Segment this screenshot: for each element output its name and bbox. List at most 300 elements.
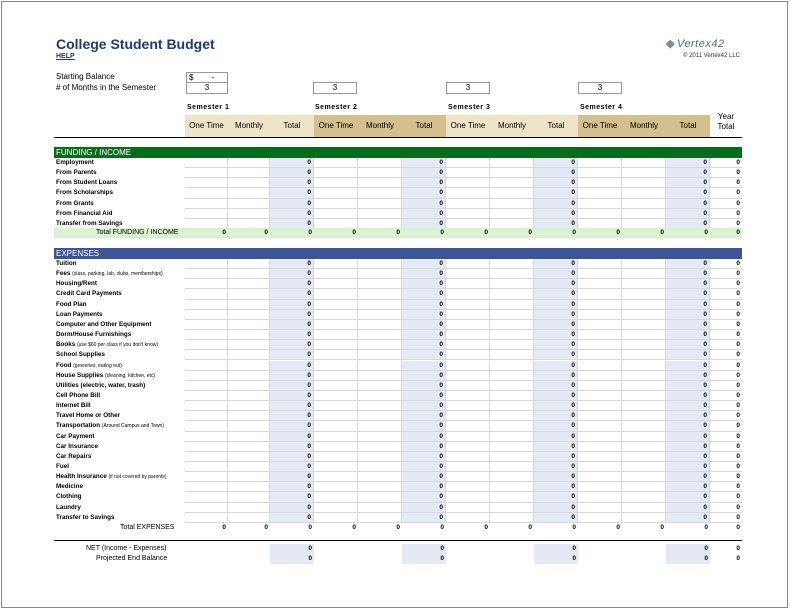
expenses-input-cell[interactable] (358, 513, 402, 523)
expenses-input-cell[interactable] (358, 330, 402, 340)
expenses-input-cell[interactable] (446, 411, 490, 421)
expenses-input-cell[interactable] (185, 361, 228, 371)
expenses-input-cell[interactable] (185, 381, 228, 391)
expenses-input-cell[interactable] (490, 411, 534, 421)
funding-input-cell[interactable] (490, 158, 534, 168)
expenses-input-cell[interactable] (578, 361, 622, 371)
expenses-input-cell[interactable] (228, 289, 270, 299)
funding-input-cell[interactable] (578, 178, 622, 188)
expenses-input-cell[interactable] (446, 472, 490, 482)
expenses-input-cell[interactable] (185, 391, 228, 401)
expenses-row-name: House Supplies (56, 371, 104, 379)
expenses-input-cell[interactable] (185, 269, 228, 279)
expenses-input-cell[interactable] (490, 401, 534, 411)
expenses-input-cell[interactable] (185, 259, 228, 269)
expenses-input-cell[interactable] (490, 330, 534, 340)
expenses-input-cell[interactable] (622, 269, 666, 279)
funding-input-cell[interactable] (314, 168, 358, 178)
expenses-input-cell[interactable] (578, 462, 622, 472)
expenses-input-cell[interactable] (446, 391, 490, 401)
expenses-input-cell[interactable] (314, 310, 358, 320)
expenses-input-cell[interactable] (358, 259, 402, 269)
expenses-input-cell[interactable] (622, 381, 666, 391)
expenses-total-cell: 0 (666, 442, 710, 452)
expenses-input-cell[interactable] (314, 320, 358, 330)
expenses-input-cell[interactable] (622, 350, 666, 360)
expenses-total-cell: 0 (666, 482, 710, 492)
expenses-input-cell[interactable] (490, 482, 534, 492)
expenses-input-cell[interactable] (358, 421, 402, 431)
expenses-input-cell[interactable] (622, 279, 666, 289)
funding-input-cell[interactable] (185, 168, 228, 178)
expenses-input-cell[interactable] (185, 452, 228, 462)
expenses-input-cell[interactable] (358, 340, 402, 350)
expenses-input-cell[interactable] (228, 269, 270, 279)
expenses-input-cell[interactable] (490, 472, 534, 482)
expenses-input-cell[interactable] (358, 391, 402, 401)
expenses-input-cell[interactable] (314, 472, 358, 482)
funding-total-cell: 0 (270, 219, 314, 229)
expenses-row (54, 421, 742, 431)
expenses-input-cell[interactable] (314, 340, 358, 350)
funding-row (54, 158, 742, 168)
funding-input-cell[interactable] (622, 209, 666, 219)
expenses-input-cell[interactable] (490, 452, 534, 462)
expenses-input-cell[interactable] (228, 259, 270, 269)
semester-1-total-header: Total (270, 115, 314, 137)
expenses-input-cell[interactable] (446, 279, 490, 289)
expenses-input-cell[interactable] (578, 442, 622, 452)
expenses-input-cell[interactable] (358, 452, 402, 462)
expenses-input-cell[interactable] (578, 330, 622, 340)
total-value-cell: 0 (528, 229, 532, 236)
expenses-input-cell[interactable] (314, 401, 358, 411)
funding-input-cell[interactable] (228, 209, 270, 219)
expenses-input-cell[interactable] (228, 279, 270, 289)
expenses-input-cell[interactable] (446, 401, 490, 411)
expenses-total-cell: 0 (270, 320, 314, 330)
expenses-input-cell[interactable] (185, 472, 228, 482)
expenses-input-cell[interactable] (446, 482, 490, 492)
expenses-input-cell[interactable] (446, 452, 490, 462)
expenses-input-cell[interactable] (490, 381, 534, 391)
months-input-semester-2[interactable]: 3 (313, 82, 357, 94)
funding-input-cell[interactable] (446, 168, 490, 178)
expenses-input-cell[interactable] (228, 432, 270, 442)
expenses-input-cell[interactable] (185, 350, 228, 360)
expenses-input-cell[interactable] (228, 421, 270, 431)
expenses-input-cell[interactable] (358, 492, 402, 502)
expenses-input-cell[interactable] (358, 472, 402, 482)
expenses-input-cell[interactable] (358, 350, 402, 360)
expenses-input-cell[interactable] (228, 340, 270, 350)
expenses-row (54, 259, 742, 269)
expenses-input-cell[interactable] (185, 310, 228, 320)
months-input-semester-4[interactable]: 3 (578, 82, 622, 94)
funding-input-cell[interactable] (314, 158, 358, 168)
expenses-input-cell[interactable] (314, 300, 358, 310)
expenses-input-cell[interactable] (314, 452, 358, 462)
expenses-row-label (56, 330, 131, 340)
expenses-input-cell[interactable] (228, 401, 270, 411)
expenses-input-cell[interactable] (622, 442, 666, 452)
expenses-input-cell[interactable] (358, 401, 402, 411)
expenses-input-cell[interactable] (446, 340, 490, 350)
expenses-input-cell[interactable] (314, 350, 358, 360)
expenses-input-cell[interactable] (490, 513, 534, 523)
expenses-input-cell[interactable] (358, 361, 402, 371)
funding-input-cell[interactable] (622, 188, 666, 198)
funding-input-cell[interactable] (185, 178, 228, 188)
expenses-input-cell[interactable] (314, 371, 358, 381)
expenses-input-cell[interactable] (314, 411, 358, 421)
expenses-input-cell[interactable] (490, 391, 534, 401)
expenses-input-cell[interactable] (228, 411, 270, 421)
expenses-row (54, 350, 742, 360)
expenses-input-cell[interactable] (446, 421, 490, 431)
expenses-input-cell[interactable] (578, 411, 622, 421)
expenses-total-cell: 0 (534, 462, 578, 472)
expenses-input-cell[interactable] (314, 269, 358, 279)
funding-input-cell[interactable] (228, 168, 270, 178)
expenses-input-cell[interactable] (358, 381, 402, 391)
expenses-input-cell[interactable] (490, 320, 534, 330)
expenses-input-cell[interactable] (622, 320, 666, 330)
funding-input-cell[interactable] (228, 158, 270, 168)
expenses-input-cell[interactable] (578, 432, 622, 442)
expenses-input-cell[interactable] (358, 371, 402, 381)
funding-input-cell[interactable] (185, 209, 228, 219)
expenses-input-cell[interactable] (314, 361, 358, 371)
expenses-input-cell[interactable] (490, 269, 534, 279)
expenses-input-cell[interactable] (446, 289, 490, 299)
expenses-input-cell[interactable] (358, 310, 402, 320)
expenses-input-cell[interactable] (314, 482, 358, 492)
expenses-input-cell[interactable] (358, 320, 402, 330)
expenses-input-cell[interactable] (314, 391, 358, 401)
funding-input-cell[interactable] (358, 188, 402, 198)
expenses-input-cell[interactable] (446, 503, 490, 513)
expenses-input-cell[interactable] (578, 320, 622, 330)
funding-total-cell: 0 (534, 178, 578, 188)
expenses-input-cell[interactable] (446, 259, 490, 269)
funding-input-cell[interactable] (358, 209, 402, 219)
expenses-input-cell[interactable] (185, 411, 228, 421)
expenses-total-cell: 0 (402, 381, 446, 391)
funding-total-cell: 0 (270, 158, 314, 168)
expenses-input-cell[interactable] (490, 259, 534, 269)
expenses-total-cell: 0 (402, 452, 446, 462)
expenses-input-cell[interactable] (622, 432, 666, 442)
expenses-input-cell[interactable] (314, 462, 358, 472)
expenses-input-cell[interactable] (446, 330, 490, 340)
expenses-input-cell[interactable] (185, 289, 228, 299)
expenses-input-cell[interactable] (578, 310, 622, 320)
expenses-input-cell[interactable] (185, 279, 228, 289)
expenses-input-cell[interactable] (314, 503, 358, 513)
funding-input-cell[interactable] (185, 158, 228, 168)
expenses-total-cell: 0 (666, 371, 710, 381)
expenses-input-cell[interactable] (490, 503, 534, 513)
expenses-input-cell[interactable] (490, 462, 534, 472)
expenses-input-cell[interactable] (622, 259, 666, 269)
expenses-row-label (56, 269, 163, 279)
expenses-input-cell[interactable] (314, 492, 358, 502)
expenses-input-cell[interactable] (578, 513, 622, 523)
expenses-input-cell[interactable] (578, 421, 622, 431)
help-link[interactable]: HELP (56, 53, 75, 60)
expenses-input-cell[interactable] (228, 320, 270, 330)
funding-input-cell[interactable] (490, 168, 534, 178)
expenses-input-cell[interactable] (490, 279, 534, 289)
expenses-input-cell[interactable] (622, 300, 666, 310)
funding-input-cell[interactable] (314, 199, 358, 209)
funding-input-cell[interactable] (622, 158, 666, 168)
funding-input-cell[interactable] (446, 178, 490, 188)
expenses-input-cell[interactable] (490, 432, 534, 442)
funding-input-cell[interactable] (490, 209, 534, 219)
funding-total-cell: 0 (534, 199, 578, 209)
expenses-input-cell[interactable] (622, 289, 666, 299)
expenses-year-total-cell: 0 (710, 259, 742, 269)
expenses-input-cell[interactable] (578, 391, 622, 401)
expenses-input-cell[interactable] (314, 381, 358, 391)
expenses-input-cell[interactable] (446, 371, 490, 381)
expenses-input-cell[interactable] (228, 452, 270, 462)
expenses-input-cell[interactable] (228, 371, 270, 381)
funding-total-cell: 0 (402, 188, 446, 198)
expenses-input-cell[interactable] (314, 289, 358, 299)
expenses-input-cell[interactable] (228, 310, 270, 320)
expenses-input-cell[interactable] (185, 432, 228, 442)
expenses-input-cell[interactable] (490, 350, 534, 360)
expenses-input-cell[interactable] (578, 472, 622, 482)
expenses-input-cell[interactable] (185, 513, 228, 523)
expenses-input-cell[interactable] (490, 371, 534, 381)
expenses-input-cell[interactable] (185, 330, 228, 340)
expenses-input-cell[interactable] (622, 330, 666, 340)
funding-input-cell[interactable] (622, 178, 666, 188)
expenses-input-cell[interactable] (622, 340, 666, 350)
expenses-input-cell[interactable] (358, 269, 402, 279)
expenses-input-cell[interactable] (185, 300, 228, 310)
expenses-input-cell[interactable] (185, 462, 228, 472)
expenses-input-cell[interactable] (622, 310, 666, 320)
expenses-input-cell[interactable] (446, 300, 490, 310)
expenses-input-cell[interactable] (490, 442, 534, 452)
expenses-input-cell[interactable] (622, 452, 666, 462)
expenses-input-cell[interactable] (578, 482, 622, 492)
expenses-input-cell[interactable] (358, 279, 402, 289)
expenses-input-cell[interactable] (490, 300, 534, 310)
funding-total-cell: 0 (402, 168, 446, 178)
expenses-input-cell[interactable] (578, 452, 622, 462)
expenses-input-cell[interactable] (314, 432, 358, 442)
funding-input-cell[interactable] (578, 209, 622, 219)
expenses-input-cell[interactable] (228, 300, 270, 310)
expenses-input-cell[interactable] (228, 361, 270, 371)
expenses-total-cell: 0 (270, 340, 314, 350)
expenses-input-cell[interactable] (490, 492, 534, 502)
expenses-input-cell[interactable] (314, 259, 358, 269)
total-value-cell: 0 (222, 229, 226, 236)
expenses-input-cell[interactable] (314, 513, 358, 523)
expenses-input-cell[interactable] (446, 320, 490, 330)
expenses-input-cell[interactable] (622, 391, 666, 401)
expenses-input-cell[interactable] (490, 421, 534, 431)
expenses-input-cell[interactable] (578, 381, 622, 391)
expenses-input-cell[interactable] (358, 432, 402, 442)
months-input-semester-1[interactable]: 3 (186, 82, 228, 94)
funding-input-cell[interactable] (314, 209, 358, 219)
expenses-input-cell[interactable] (314, 421, 358, 431)
funding-input-cell[interactable] (185, 188, 228, 198)
expenses-input-cell[interactable] (185, 371, 228, 381)
expenses-input-cell[interactable] (185, 421, 228, 431)
funding-input-cell[interactable] (358, 199, 402, 209)
expenses-input-cell[interactable] (622, 371, 666, 381)
expenses-input-cell[interactable] (446, 492, 490, 502)
expenses-input-cell[interactable] (358, 462, 402, 472)
expenses-input-cell[interactable] (358, 300, 402, 310)
expenses-input-cell[interactable] (446, 381, 490, 391)
total-value-cell: 0 (264, 229, 268, 236)
expenses-input-cell[interactable] (446, 462, 490, 472)
expenses-input-cell[interactable] (446, 432, 490, 442)
expenses-input-cell[interactable] (228, 350, 270, 360)
expenses-input-cell[interactable] (622, 411, 666, 421)
expenses-input-cell[interactable] (228, 391, 270, 401)
funding-input-cell[interactable] (490, 178, 534, 188)
expenses-input-cell[interactable] (446, 442, 490, 452)
funding-input-cell[interactable] (228, 178, 270, 188)
funding-input-cell[interactable] (228, 188, 270, 198)
funding-input-cell[interactable] (446, 188, 490, 198)
expenses-input-cell[interactable] (358, 482, 402, 492)
expenses-input-cell[interactable] (622, 503, 666, 513)
expenses-input-cell[interactable] (228, 442, 270, 452)
expenses-input-cell[interactable] (228, 472, 270, 482)
funding-input-cell[interactable] (490, 188, 534, 198)
expenses-input-cell[interactable] (622, 482, 666, 492)
total-value-cell: 0 (440, 229, 444, 236)
expenses-input-cell[interactable] (578, 350, 622, 360)
expenses-input-cell[interactable] (578, 371, 622, 381)
expenses-input-cell[interactable] (358, 411, 402, 421)
expenses-input-cell[interactable] (228, 381, 270, 391)
expenses-input-cell[interactable] (578, 259, 622, 269)
funding-input-cell[interactable] (490, 199, 534, 209)
expenses-input-cell[interactable] (314, 442, 358, 452)
funding-input-cell[interactable] (622, 168, 666, 178)
expenses-input-cell[interactable] (185, 401, 228, 411)
expenses-input-cell[interactable] (446, 361, 490, 371)
expenses-input-cell[interactable] (228, 462, 270, 472)
funding-input-cell[interactable] (578, 168, 622, 178)
expenses-input-cell[interactable] (185, 503, 228, 513)
funding-input-cell[interactable] (358, 158, 402, 168)
expenses-input-cell[interactable] (228, 492, 270, 502)
expenses-total-cell: 0 (402, 371, 446, 381)
total-value-cell: 0 (264, 524, 268, 531)
funding-input-cell[interactable] (185, 199, 228, 209)
expenses-input-cell[interactable] (314, 279, 358, 289)
summary-divider (54, 540, 742, 541)
funding-total-cell: 0 (534, 188, 578, 198)
expenses-row (54, 340, 742, 350)
expenses-input-cell[interactable] (228, 482, 270, 492)
funding-input-cell[interactable] (446, 209, 490, 219)
expenses-input-cell[interactable] (185, 340, 228, 350)
expenses-input-cell[interactable] (578, 289, 622, 299)
total-value-cell: 0 (736, 545, 740, 552)
expenses-input-cell[interactable] (622, 361, 666, 371)
expenses-input-cell[interactable] (185, 442, 228, 452)
funding-input-cell[interactable] (228, 199, 270, 209)
funding-input-cell[interactable] (358, 178, 402, 188)
expenses-total-cell: 0 (666, 289, 710, 299)
expenses-input-cell[interactable] (622, 421, 666, 431)
expenses-input-cell[interactable] (446, 513, 490, 523)
expenses-input-cell[interactable] (578, 269, 622, 279)
expenses-input-cell[interactable] (622, 513, 666, 523)
funding-input-cell[interactable] (578, 199, 622, 209)
expenses-input-cell[interactable] (185, 320, 228, 330)
expenses-input-cell[interactable] (446, 310, 490, 320)
expenses-input-cell[interactable] (622, 492, 666, 502)
expenses-input-cell[interactable] (314, 330, 358, 340)
expenses-input-cell[interactable] (578, 503, 622, 513)
expenses-total-cell: 0 (534, 350, 578, 360)
months-input-semester-3[interactable]: 3 (446, 82, 490, 94)
expenses-input-cell[interactable] (358, 442, 402, 452)
expenses-input-cell[interactable] (446, 269, 490, 279)
expenses-year-total-cell: 0 (710, 401, 742, 411)
expenses-input-cell[interactable] (358, 503, 402, 513)
expenses-input-cell[interactable] (228, 513, 270, 523)
funding-input-cell[interactable] (314, 188, 358, 198)
funding-input-cell[interactable] (446, 158, 490, 168)
expenses-input-cell[interactable] (578, 340, 622, 350)
expenses-input-cell[interactable] (446, 350, 490, 360)
expenses-input-cell[interactable] (358, 289, 402, 299)
funding-input-cell[interactable] (622, 199, 666, 209)
expenses-input-cell[interactable] (578, 401, 622, 411)
expenses-input-cell[interactable] (490, 310, 534, 320)
expenses-input-cell[interactable] (228, 330, 270, 340)
vertex42-logo[interactable] (666, 37, 725, 50)
expenses-input-cell[interactable] (622, 401, 666, 411)
funding-total-cell: 0 (402, 199, 446, 209)
expenses-input-cell[interactable] (185, 482, 228, 492)
expenses-row-label (56, 472, 167, 482)
funding-input-cell[interactable] (578, 188, 622, 198)
expenses-input-cell[interactable] (578, 492, 622, 502)
funding-input-cell[interactable] (314, 178, 358, 188)
expenses-input-cell[interactable] (228, 503, 270, 513)
expenses-input-cell[interactable] (622, 472, 666, 482)
expenses-input-cell[interactable] (578, 279, 622, 289)
expenses-input-cell[interactable] (490, 340, 534, 350)
expenses-input-cell[interactable] (622, 462, 666, 472)
funding-input-cell[interactable] (358, 168, 402, 178)
expenses-input-cell[interactable] (578, 300, 622, 310)
expenses-input-cell[interactable] (490, 289, 534, 299)
expenses-input-cell[interactable] (185, 492, 228, 502)
funding-input-cell[interactable] (578, 158, 622, 168)
funding-input-cell[interactable] (446, 199, 490, 209)
expenses-input-cell[interactable] (490, 361, 534, 371)
